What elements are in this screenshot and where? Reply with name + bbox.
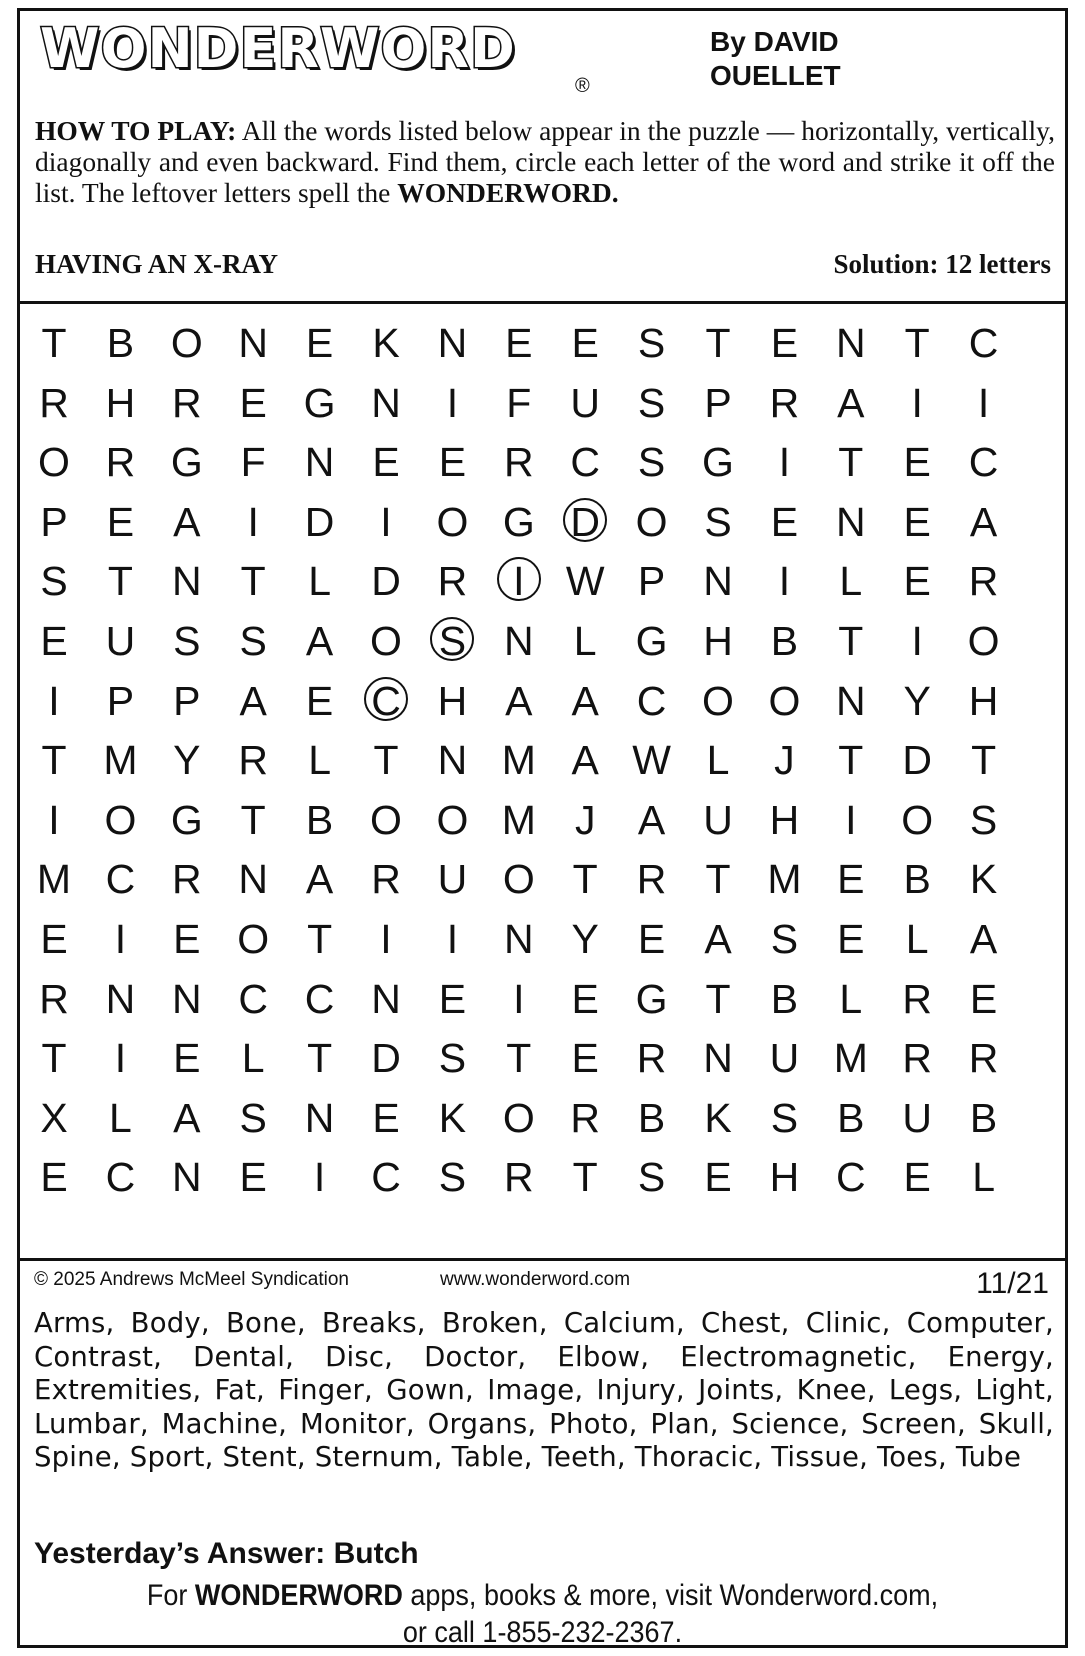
grid-letter[interactable]: L	[308, 558, 331, 605]
grid-letter[interactable]: E	[837, 856, 865, 903]
grid-letter[interactable]: R	[968, 558, 999, 605]
grid-letter[interactable]: O	[370, 618, 402, 664]
grid-letter[interactable]: T	[705, 975, 731, 1022]
grid-letter[interactable]: T	[971, 737, 997, 784]
grid-letter[interactable]: B	[106, 320, 135, 366]
grid-letter[interactable]: O	[370, 796, 402, 843]
grid-letter[interactable]: B	[770, 618, 799, 664]
how-to-play-label: HOW TO PLAY:	[35, 115, 237, 146]
grid-letter[interactable]: I	[114, 1035, 127, 1082]
grid-row	[20, 492, 1065, 552]
grid-letter[interactable]: E	[40, 916, 68, 962]
grid-letter[interactable]: S	[637, 439, 666, 486]
grid-letter[interactable]: P	[173, 677, 201, 724]
grid-letter[interactable]: A	[305, 856, 334, 903]
grid-letter[interactable]: N	[835, 320, 866, 366]
grid-letter[interactable]: O	[502, 1094, 535, 1141]
grid-letter[interactable]: I	[380, 916, 392, 962]
grid-letter[interactable]: B	[837, 1094, 865, 1141]
promo-text	[72, 1577, 1013, 1651]
grid-letter[interactable]: K	[372, 320, 400, 366]
grid-letter[interactable]: E	[571, 320, 599, 366]
promo-line-1	[72, 1577, 1013, 1614]
grid-letter[interactable]: E	[173, 916, 201, 962]
grid-letter[interactable]: U	[570, 379, 600, 426]
grid-letter[interactable]: L	[972, 1154, 995, 1201]
grid-letter[interactable]: D	[902, 737, 932, 784]
grid-letter[interactable]: T	[107, 558, 133, 605]
grid-letter[interactable]: A	[969, 498, 998, 545]
grid-letter[interactable]: C	[636, 677, 667, 724]
grid-letter[interactable]: O	[170, 320, 203, 366]
grid-letter[interactable]: E	[704, 1154, 732, 1201]
grid-letter[interactable]: S	[438, 1035, 467, 1082]
grid-letter[interactable]: H	[769, 796, 800, 843]
grid-letter[interactable]: A	[837, 379, 865, 426]
grid-letter[interactable]: A	[505, 677, 533, 724]
grid-letter[interactable]: T	[240, 796, 266, 843]
grid-letter[interactable]: M	[36, 856, 72, 903]
letter-grid	[20, 301, 1065, 1261]
grid-letter[interactable]: K	[704, 1094, 732, 1141]
grid-letter[interactable]: A	[173, 498, 201, 545]
grid-letter[interactable]: S	[637, 379, 666, 426]
puzzle-header	[20, 11, 1065, 304]
copyright: © 2025 Andrews McMeel Syndication	[34, 1269, 349, 1290]
grid-letter[interactable]: Y	[903, 677, 931, 724]
grid-row	[20, 909, 1065, 969]
grid-letter[interactable]: A	[571, 677, 599, 724]
grid-letter[interactable]: I	[48, 677, 60, 724]
grid-letter[interactable]: T	[572, 856, 598, 903]
grid-letter[interactable]: S	[239, 618, 267, 664]
grid-letter[interactable]: D	[371, 558, 401, 605]
grid-letter[interactable]: R	[171, 379, 202, 426]
grid-letter[interactable]: E	[637, 916, 666, 962]
grid-letter[interactable]: T	[41, 1035, 67, 1082]
grid-letter[interactable]: E	[372, 1094, 400, 1141]
grid-letter[interactable]: C	[105, 1154, 136, 1201]
grid-letter[interactable]: G	[303, 379, 336, 426]
grid-letter[interactable]: F	[240, 439, 266, 486]
grid-letter[interactable]: M	[501, 796, 536, 843]
grid-letter[interactable]: L	[573, 618, 597, 664]
grid-letter[interactable]: E	[770, 498, 799, 545]
grid-letter[interactable]: E	[571, 975, 599, 1022]
how-to-play-instructions	[35, 115, 1055, 208]
grid-letter[interactable]: U	[703, 796, 733, 843]
grid-letter[interactable]: G	[502, 498, 535, 545]
grid-letter[interactable]: N	[304, 439, 335, 486]
yesterdays-answer: Yesterday’s Answer: Butch	[34, 1537, 419, 1570]
grid-letter[interactable]: E	[903, 498, 931, 545]
grid-letter[interactable]: I	[114, 916, 127, 962]
puzzle-date: 11/21	[976, 1267, 1049, 1300]
grid-row	[20, 849, 1065, 909]
grid-letter[interactable]: E	[969, 975, 998, 1022]
grid-letter[interactable]: P	[40, 498, 68, 545]
grid-letter[interactable]: A	[704, 916, 732, 962]
grid-letter[interactable]: S	[770, 916, 799, 962]
grid-letter[interactable]: E	[571, 1035, 599, 1082]
grid-letter[interactable]: R	[171, 856, 202, 903]
grid-letter[interactable]: S	[438, 1154, 467, 1201]
grid-letter[interactable]: S	[969, 796, 998, 843]
promo-line-2: or call 1-855-232-2367.	[402, 1616, 683, 1649]
grid-letter[interactable]: I	[489, 551, 549, 611]
grid-letter[interactable]: C	[304, 975, 335, 1022]
grid-letter[interactable]: C	[238, 975, 268, 1022]
grid-letter[interactable]: T	[240, 558, 266, 605]
grid-letter[interactable]: R	[39, 975, 69, 1022]
grid-letter[interactable]: E	[239, 379, 267, 426]
solution-length: Solution: 12 letters	[833, 249, 1051, 279]
grid-letter[interactable]: D	[304, 498, 335, 545]
grid-letter[interactable]: S	[770, 1094, 799, 1141]
promo-brand: WONDERWORD	[194, 1579, 403, 1612]
grid-letter[interactable]: U	[769, 1035, 800, 1082]
grid-letter[interactable]: E	[770, 320, 799, 366]
grid-letter[interactable]: L	[108, 1094, 132, 1141]
registered-mark: ®	[575, 75, 590, 97]
grid-letter[interactable]: E	[305, 320, 334, 366]
puzzle-footer	[20, 1261, 1065, 1648]
grid-letter[interactable]: A	[239, 677, 267, 724]
grid-letter[interactable]: N	[835, 498, 866, 545]
word-list: Arms, Body, Bone, Breaks, Broken, Calcium, Chest, Clinic, Computer, Contrast, Dental, Disc, Doctor, Elbow, Electromagnetic, Energy, Extremities, Fat, Finger, Gown, Image, Injury, Joints, Knee, Legs, Light, Lumbar, Machine, Monitor, Organs, Photo, Plan, Science, Screen, Skull, Spine, Sport, Stent, Sternum, Table, Teeth, Thoracic, Tissue, Toes, Tube	[34, 1307, 1054, 1474]
grid-letter[interactable]: N	[238, 856, 268, 903]
grid-row	[20, 611, 1065, 671]
grid-letter[interactable]: R	[371, 856, 401, 903]
grid-letter[interactable]: T	[572, 1154, 598, 1201]
grid-row	[20, 1028, 1065, 1088]
grid-letter[interactable]: D	[555, 492, 615, 552]
grid-letter[interactable]: O	[635, 498, 668, 545]
grid-letter[interactable]: H	[769, 1154, 800, 1201]
grid-letter[interactable]: N	[171, 975, 202, 1022]
grid-row	[20, 969, 1065, 1029]
grid-row	[20, 313, 1065, 373]
grid-letter[interactable]: C	[835, 1154, 866, 1201]
grid-letter[interactable]: T	[705, 320, 731, 366]
grid-letter[interactable]: N	[703, 558, 733, 605]
grid-letter[interactable]: T	[838, 439, 864, 486]
grid-letter[interactable]: O	[702, 677, 734, 724]
grid-letter[interactable]: L	[706, 737, 730, 784]
grid-letter[interactable]: K	[969, 856, 998, 903]
grid-letter[interactable]: S	[637, 320, 666, 366]
grid-letter[interactable]: T	[838, 737, 864, 784]
grid-letter[interactable]: H	[105, 379, 136, 426]
grid-letter[interactable]: T	[307, 916, 333, 962]
grid-letter[interactable]: N	[437, 737, 468, 784]
grid-letter[interactable]: E	[40, 618, 68, 664]
grid-letter[interactable]: N	[503, 618, 534, 664]
grid-row	[20, 1088, 1065, 1148]
grid-letter[interactable]: A	[637, 796, 666, 843]
grid-letter[interactable]: N	[171, 558, 202, 605]
grid-letter[interactable]: T	[41, 737, 67, 784]
grid-letter[interactable]: A	[173, 1094, 201, 1141]
grid-letter[interactable]: R	[105, 439, 136, 486]
grid-letter[interactable]: C	[570, 439, 600, 486]
grid-letter[interactable]: H	[703, 618, 733, 664]
grid-letter[interactable]: N	[437, 320, 468, 366]
grid-letter[interactable]: O	[502, 856, 535, 903]
grid-letter[interactable]: E	[837, 916, 865, 962]
grid-letter[interactable]: O	[436, 796, 469, 843]
grid-letter[interactable]: C	[356, 671, 416, 731]
grid-letter[interactable]: R	[503, 1154, 534, 1201]
grid-letter[interactable]: O	[38, 439, 70, 486]
grid-letter[interactable]: I	[247, 498, 259, 545]
grid-letter[interactable]: A	[305, 618, 334, 664]
grid-row	[20, 551, 1065, 611]
grid-letter[interactable]: W	[565, 558, 605, 605]
byline-line-1: By DAVID	[710, 26, 839, 57]
grid-letter[interactable]: F	[506, 379, 532, 426]
grid-letter[interactable]: J	[774, 737, 795, 784]
grid-row	[20, 432, 1065, 492]
grid-letter[interactable]: I	[48, 796, 60, 843]
grid-letter[interactable]: I	[778, 558, 791, 605]
grid-letter[interactable]: I	[446, 379, 459, 426]
puzzle-frame	[17, 8, 1068, 1648]
grid-letter[interactable]: S	[704, 498, 732, 545]
grid-letter[interactable]: U	[437, 856, 468, 903]
grid-letter[interactable]: J	[574, 796, 596, 843]
grid-letter[interactable]: W	[632, 737, 671, 784]
grid-letter[interactable]: N	[105, 975, 136, 1022]
grid-row	[20, 730, 1065, 790]
grid-row	[20, 1147, 1065, 1207]
grid-letter[interactable]: C	[371, 1154, 401, 1201]
grid-letter[interactable]: Y	[571, 916, 599, 962]
grid-letter[interactable]: E	[239, 1154, 267, 1201]
grid-letter[interactable]: B	[770, 975, 799, 1022]
grid-letter[interactable]: M	[767, 856, 802, 903]
grid-letter[interactable]: R	[902, 1035, 932, 1082]
website-link[interactable]: www.wonderword.com	[440, 1269, 631, 1290]
grid-letter[interactable]: O	[768, 677, 801, 724]
byline-line-2: OUELLET	[710, 60, 841, 91]
grid-letter[interactable]: I	[380, 498, 392, 545]
grid-letter[interactable]: S	[637, 1154, 666, 1201]
grid-letter[interactable]: E	[903, 439, 931, 486]
grid-letter[interactable]: T	[373, 737, 399, 784]
promo-line-1-rest: apps, books & more, visit Wonderword.com,	[402, 1579, 939, 1612]
grid-letter[interactable]: Y	[173, 737, 201, 784]
grid-letter[interactable]: L	[839, 558, 863, 605]
byline	[710, 25, 841, 93]
grid-letter[interactable]: U	[105, 618, 136, 664]
grid-letter[interactable]: B	[305, 796, 334, 843]
grid-letter[interactable]: I	[778, 439, 791, 486]
grid-letter[interactable]: O	[436, 498, 469, 545]
grid-letter[interactable]: T	[307, 1035, 333, 1082]
grid-letter[interactable]: E	[40, 1154, 68, 1201]
grid-letter[interactable]: G	[702, 439, 734, 486]
grid-letter[interactable]: I	[911, 618, 923, 664]
grid-letter[interactable]: I	[513, 975, 525, 1022]
grid-letter[interactable]: T	[838, 618, 864, 664]
grid-letter[interactable]: R	[769, 379, 800, 426]
grid-letter[interactable]: O	[967, 618, 1000, 664]
grid-letter[interactable]: N	[703, 1035, 733, 1082]
puzzle-theme: HAVING AN X-RAY	[35, 249, 279, 279]
grid-letter[interactable]: L	[905, 916, 929, 962]
grid-letter[interactable]: S	[239, 1094, 267, 1141]
grid-letter[interactable]: R	[39, 379, 69, 426]
grid-letter[interactable]: G	[170, 796, 203, 843]
grid-letter[interactable]: M	[833, 1035, 868, 1082]
grid-letter[interactable]: G	[635, 618, 668, 664]
grid-letter[interactable]: P	[704, 379, 732, 426]
grid-letter[interactable]: E	[438, 439, 467, 486]
grid-letter[interactable]: N	[238, 320, 268, 366]
grid-letter[interactable]: E	[106, 498, 135, 545]
grid-letter[interactable]: T	[705, 856, 731, 903]
grid-letter[interactable]: E	[505, 320, 533, 366]
grid-letter[interactable]: I	[313, 1154, 326, 1201]
grid-letter[interactable]: R	[437, 558, 468, 605]
grid-letter[interactable]: S	[173, 618, 201, 664]
grid-letter[interactable]: M	[501, 737, 536, 784]
grid-letter[interactable]: N	[171, 1154, 202, 1201]
grid-letter[interactable]: H	[968, 677, 999, 724]
grid-letter[interactable]: N	[371, 379, 401, 426]
grid-letter[interactable]: G	[170, 439, 203, 486]
grid-letter[interactable]: R	[636, 1035, 667, 1082]
how-to-play-end: WONDERWORD.	[397, 177, 619, 208]
grid-letter[interactable]: R	[636, 856, 667, 903]
grid-letter[interactable]: I	[977, 379, 990, 426]
grid-letter[interactable]: S	[40, 558, 68, 605]
grid-letter[interactable]: I	[845, 796, 857, 843]
grid-letter[interactable]: D	[371, 1035, 401, 1082]
grid-letter[interactable]: O	[237, 916, 270, 962]
grid-letter[interactable]: L	[241, 1035, 265, 1082]
grid-letter[interactable]: P	[637, 558, 666, 605]
grid-row	[20, 790, 1065, 850]
how-to-play-text: All the words listed below appear in the puzzle — horizontally, vertically, diagonally and even backward. Find them, circle each letter of the word and strike it off the list. The leftover letters spell the	[35, 115, 1056, 208]
grid-letter[interactable]: N	[304, 1094, 335, 1141]
grid-letter[interactable]: E	[903, 558, 931, 605]
grid-letter[interactable]: E	[372, 439, 400, 486]
grid-letter[interactable]: L	[839, 975, 863, 1022]
grid-letter[interactable]: U	[902, 1094, 932, 1141]
grid-letter[interactable]: E	[173, 1035, 201, 1082]
grid-letter[interactable]: O	[901, 796, 934, 843]
grid-letter[interactable]: B	[903, 856, 931, 903]
grid-letter[interactable]: O	[104, 796, 137, 843]
grid-letter[interactable]: R	[238, 737, 268, 784]
grid-letter[interactable]: I	[911, 379, 923, 426]
promo-prefix: For	[146, 1579, 195, 1612]
grid-letter[interactable]: H	[437, 677, 468, 724]
grid-letter[interactable]: T	[41, 320, 67, 366]
grid-letter[interactable]: E	[903, 1154, 931, 1201]
grid-letter[interactable]: R	[968, 1035, 999, 1082]
grid-letter[interactable]: T	[904, 320, 930, 366]
grid-letter[interactable]: B	[637, 1094, 666, 1141]
grid-row	[20, 671, 1065, 731]
grid-letter[interactable]: E	[438, 975, 467, 1022]
grid-letter[interactable]: P	[106, 677, 135, 724]
grid-letter[interactable]: X	[40, 1094, 68, 1141]
grid-letter[interactable]: N	[503, 916, 534, 962]
grid-letter[interactable]: K	[438, 1094, 467, 1141]
grid-letter[interactable]: I	[446, 916, 459, 962]
grid-letter[interactable]: C	[968, 439, 999, 486]
grid-letter[interactable]: B	[969, 1094, 998, 1141]
grid-letter[interactable]: N	[371, 975, 401, 1022]
grid-letter[interactable]: C	[105, 856, 136, 903]
grid-row	[20, 373, 1065, 433]
grid-letter[interactable]: E	[305, 677, 334, 724]
grid-letter[interactable]: R	[570, 1094, 600, 1141]
grid-letter[interactable]: T	[506, 1035, 532, 1082]
grid-letter[interactable]: C	[968, 320, 999, 366]
grid-letter[interactable]: A	[969, 916, 998, 962]
grid-letter[interactable]: R	[902, 975, 932, 1022]
grid-letter[interactable]: R	[503, 439, 534, 486]
grid-letter[interactable]: L	[308, 737, 331, 784]
grid-letter[interactable]: S	[422, 611, 482, 671]
grid-letter[interactable]: G	[635, 975, 668, 1022]
grid-letter[interactable]: A	[571, 737, 599, 784]
grid-letter[interactable]: N	[835, 677, 866, 724]
wonderword-logo: WONDERWORD	[40, 17, 516, 80]
grid-letter[interactable]: M	[103, 737, 138, 784]
